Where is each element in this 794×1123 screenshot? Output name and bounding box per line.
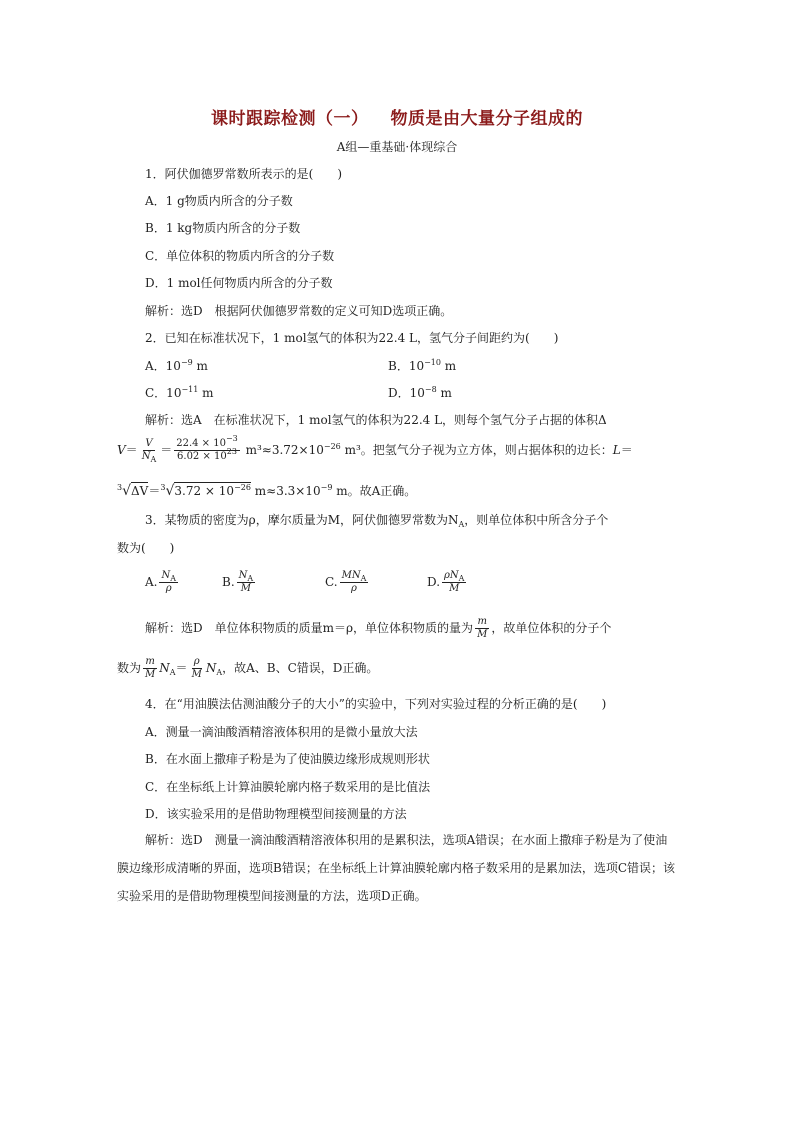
q3-option-c: C. $\frac{MN_A}{\rho}$ <box>325 570 367 594</box>
q4-stem: 4．在“用油膜法估测油酸分子的大小”的实验中，下列对实验过程的分析正确的是( ) <box>145 697 607 711</box>
q1-analysis: 解析：选D 根据阿伏伽德罗常数的定义可知D选项正确。 <box>145 304 453 318</box>
q1-option-c: C．单位体积的物质内所含的分子数 <box>145 249 335 263</box>
q1-option-a: A．1 g物质内所含的分子数 <box>145 194 293 208</box>
q4-analysis: 解析：选D 测量一滴油酸酒精溶液体积用的是累积法，选项A错误；在水面上撒痱子粉是为了使油膜边缘形成清晰的界面，选项B错误；在坐标纸上计算油膜轮廓内格子数采用的是累加法，选项C错误；该实验采用的是借助物理模型间接测量的方法，选项D正确。 <box>117 833 676 903</box>
q2-stem: 2．已知在标准状况下，1 mol氢气的体积为22.4 L，氢气分子间距约为( ) <box>145 331 559 345</box>
q1-option-d: D．1 mol任何物质内所含的分子数 <box>145 276 333 290</box>
fraction-volume-value: $\frac{22.4 \times 10^{-3}}{6.02 \times 10^{23}}$ <box>176 434 238 462</box>
q2-option-d: D．$10^{-8}$ m <box>388 385 452 400</box>
q2-analysis-line1: 解析：选A 在标准状况下，1 mol氢气的体积为22.4 L，则每个氢气分子占据的体积Δ <box>145 413 607 427</box>
q3-option-a: A. $\frac{N_A}{\rho}$ <box>145 570 177 594</box>
q3-option-d: D. $\frac{\rho N_A}{M}$ <box>427 570 465 594</box>
q4-option-a: A．测量一滴油酸酒精溶液体积用的是微小量放大法 <box>145 725 418 739</box>
q1-option-b: B．1 kg物质内所含的分子数 <box>145 221 301 235</box>
q2-option-a: A．$10^{-9}$ m <box>145 358 208 373</box>
q3-stem-line2: 数为( ) <box>117 541 175 555</box>
title-right: 物质是由大量分子组成的 <box>390 109 583 129</box>
page-title <box>0 104 794 129</box>
title-left: 课时跟踪检测（一） <box>211 109 369 129</box>
q3-stem-line1: 3．某物质的密度为ρ，摩尔质量为M，阿伏伽德罗常数为$N_A$，则单位体积中所含分子个 <box>145 513 609 529</box>
q1-stem: 1．阿伏伽德罗常数所表示的是( ) <box>145 167 342 181</box>
fraction-v-over-na: $\frac{V}{N_A}$ <box>141 438 157 464</box>
q4-option-d: D．该实验采用的是借助物理模型间接测量的方法 <box>145 807 407 821</box>
q2-analysis-line2: V＝ $\frac{V}{N_A}$ ＝ $\frac{22.4 \times 10^{-3}}{6.02 \times 10^{23}}$ $m^3\approx 3.72\times 10^{-26}$ m³。把氢气分子视为立方体，则占据体积的边长：L＝ <box>117 434 633 464</box>
q3-analysis-line2: 数为 $\frac{m}{M}$ $N_A=$ $\frac{\rho}{M}$ $N_A$，故A、B、C错误，D正确。 <box>117 656 379 680</box>
q3-analysis-line1: 解析：选D 单位体积物质的质量m＝ρ，单位体积物质的量为 $\frac{m}{M}$ ，故单位体积的分子个 <box>145 616 612 640</box>
q2-analysis-line3: $^3√\Delta V=^3√3.72 \times 10^{-26}$ $m\approx 3.3\times 10^{-9}$ m。故A正确。 <box>117 483 417 499</box>
q2-option-b: B．$10^{-10}$ m <box>388 358 457 373</box>
q4-option-b: B．在水面上撒痱子粉是为了使油膜边缘形成规则形状 <box>145 752 430 766</box>
q3-option-b: B. $\frac{N_A}{M}$ <box>222 570 254 594</box>
q2-option-c: C．$10^{-11}$ m <box>145 385 214 400</box>
section-subtitle: A组—重基础·体现综合 <box>336 140 458 154</box>
q4-option-c: C．在坐标纸上计算油膜轮廓内格子数采用的是比值法 <box>145 780 431 794</box>
